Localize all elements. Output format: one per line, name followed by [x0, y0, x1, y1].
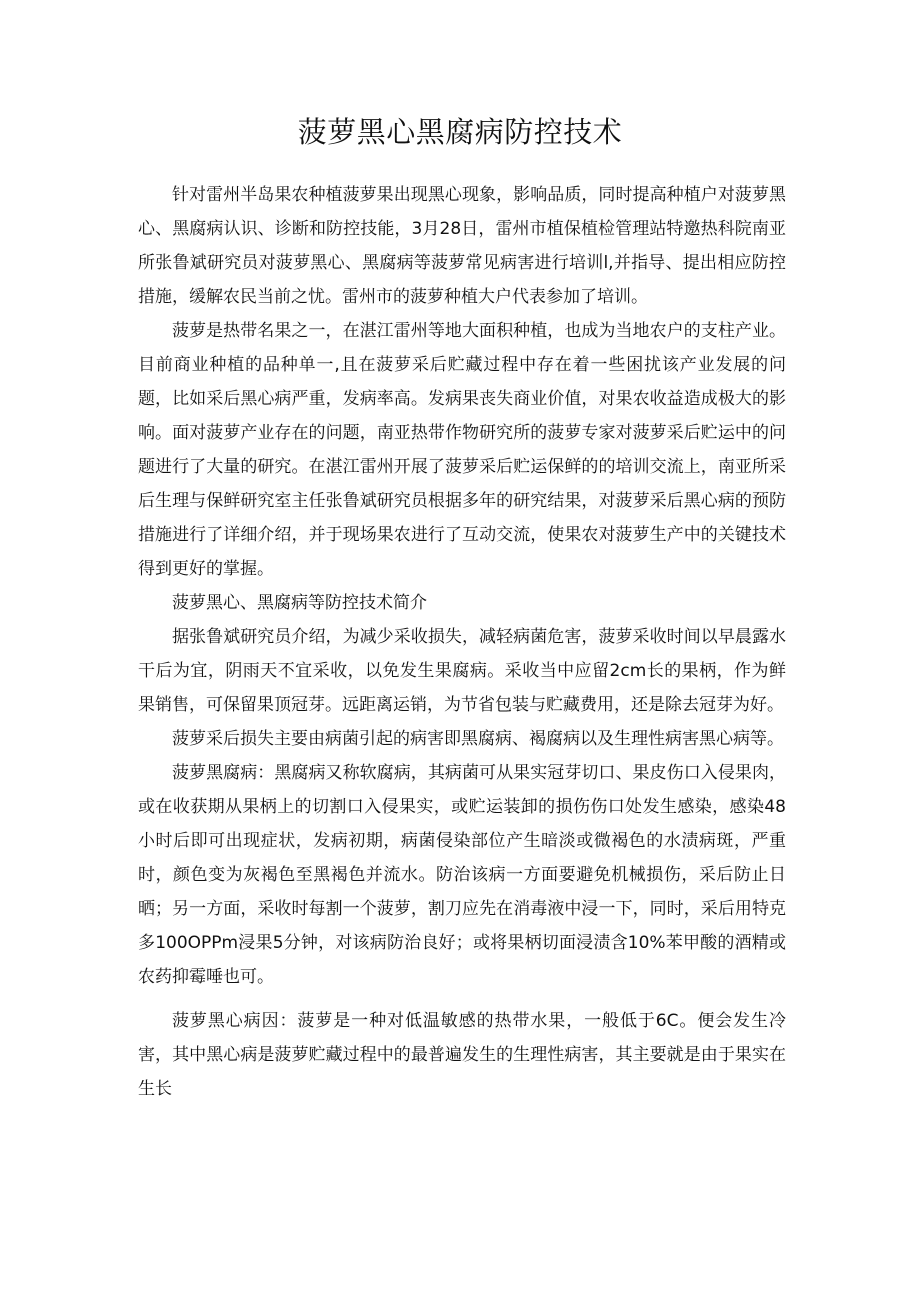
paragraph-black-rot: 菠萝黑腐病：黑腐病又称软腐病，其病菌可从果实冠芽切口、果皮伤口入侵果肉，或在收获期从果柄上的切割口入侵果实，或贮运装卸的损伤伤口处发生感染，感染48小时后即可出现症状，发病初期，病菌侵染部位产生暗淡或微褐色的水渍病斑，严重时，颜色变为灰褐色至黑褐色并流水。防治该病一方面要避免机械损伤，采后防止日晒；另一方面，采收时每割一个菠萝，割刀应先在消毒液中浸一下，同时，采后用特克多100OPPm浸果5分钟，对该病防治良好；或将果柄切面浸渍含10%苯甲酸的酒精或农药抑霉唾也可。 — [138, 763, 786, 987]
paragraph-black-heart: 菠萝黑心病因：菠萝是一种对低温敏感的热带水果，一般低于6C。便会发生冷害，其中黑心病是菠萝贮藏过程中的最普遍发生的生理性病害，其主要就是由于果实在生长 — [138, 1011, 786, 1099]
section-heading-techniques: 菠萝黑心、黑腐病等防控技术简介 — [172, 593, 427, 613]
paragraph-intro: 针对雷州半岛果农种植菠萝果出现黑心现象，影响品质，同时提高种植户对菠萝黑心、黑腐病认识、诊断和防控技能，3月28日，雷州市植保植检管理站特邀热科院南亚所张鲁斌研究员对菠萝黑心、黑腐病等菠萝常见病害进行培训l,并指导、提出相应防控措施，缓解农民当前之忧。雷州市的菠萝种植大户代表参加了培训。 — [138, 185, 786, 307]
document-body — [138, 178, 786, 1106]
paragraph-postharvest-loss: 菠萝采后损失主要由病菌引起的病害即黑腐病、褐腐病以及生理性病害黑心病等。 — [172, 729, 784, 749]
paragraph-harvest: 据张鲁斌研究员介绍，为减少采收损失，减轻病菌危害，菠萝采收时间以早晨露水干后为宜，阴雨天不宜采收，以免发生果腐病。采收当中应留2cm长的果柄，作为鲜果销售，可保留果顶冠芽。远距离运销，为节省包装与贮藏费用，还是除去冠芽为好。 — [138, 627, 786, 715]
document-title: 菠萝黑心黑腐病防控技术 — [297, 115, 623, 149]
paragraph-background: 菠萝是热带名果之一，在湛江雷州等地大面积种植，也成为当地农户的支柱产业。目前商业种植的品种单一,且在菠萝采后贮藏过程中存在着一些困扰该产业发展的问题，比如采后黑心病严重，发病率高。发病果丧失商业价值，对果农收益造成极大的影响。面对菠萝产业存在的问题，南亚热带作物研究所的菠萝专家对菠萝采后贮运中的问题进行了大量的研究。在湛江雷州开展了菠萝采后贮运保鲜的的培训交流上，南亚所采后生理与保鲜研究室主任张鲁斌研究员根据多年的研究结果，对菠萝采后黑心病的预防措施进行了详细介绍，并于现场果农进行了互动交流，使果农对菠萝生产中的关键技术得到更好的掌握。 — [138, 321, 786, 579]
